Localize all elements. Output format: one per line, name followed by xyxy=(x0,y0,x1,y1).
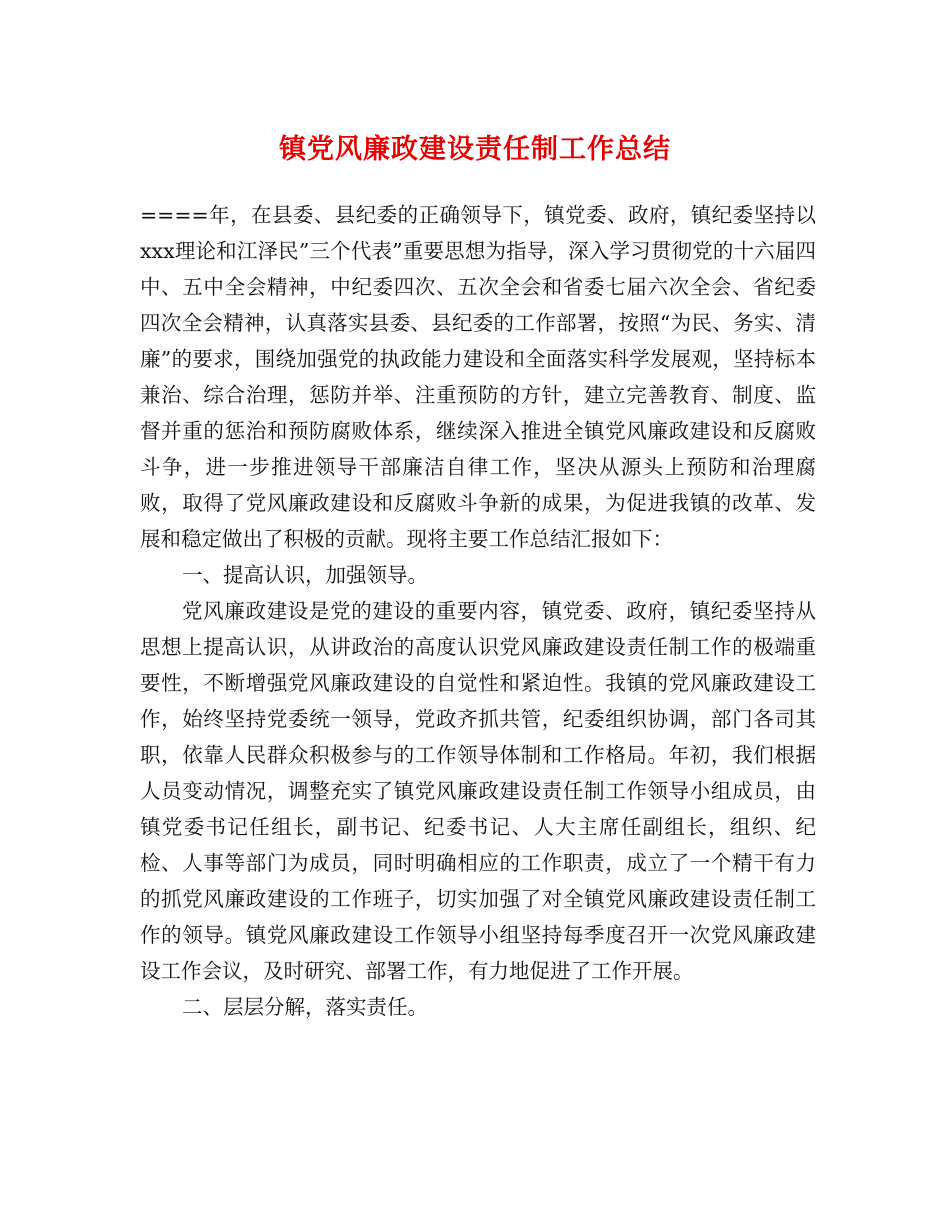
section-heading-1: 一、提高认识，加强领导。 xyxy=(182,563,428,587)
section-1-paragraph: 党风廉政建设是党的建设的重要内容，镇党委、政府，镇纪委坚持从思想上提高认识，从讲政治的高度认识党风廉政建设责任制工作的极端重要性，不断增强党风廉政建设的自觉性和紧迫性。我镇的党风廉政建设工作，始终坚持党委统一领导，党政齐抓共管，纪委组织协调，部门各司其职，依靠人民群众积极参与的工作领导体制和工作格局。年初，我们根据人员变动情况，调整充实了镇党风廉政建设责任制工作领导小组成员，由镇党委书记任组长，副书记、纪委书记、人大主席任副组长，组织、纪检、人事等部门为成员，同时明确相应的工作职责，成立了一个精干有力的抓党风廉政建设的工作班子，切实加强了对全镇党风廉政建设责任制工作的领导。镇党风廉政建设工作领导小组坚持每季度召开一次党风廉政建设工作会议，及时研究、部署工作，有力地促进了工作开展。 xyxy=(140,599,816,983)
document-body xyxy=(140,197,816,1025)
intro-paragraph: ====年，在县委、县纪委的正确领导下，镇党委、政府，镇纪委坚持以xxx理论和江泽民”三个代表”重要思想为指导，深入学习贯彻党的十六届四中、五中全会精神，中纪委四次、五次全会和省委七届六次全会、省纪委四次全会精神，认真落实县委、县纪委的工作部署，按照“为民、务实、清廉”的要求，围绕加强党的执政能力建设和全面落实科学发展观，坚持标本兼治、综合治理，惩防并举、注重预防的方针，建立完善教育、制度、监督并重的惩治和预防腐败体系，继续深入推进全镇党风廉政建设和反腐败斗争，进一步推进领导干部廉洁自律工作，坚决从源头上预防和治理腐败，取得了党风廉政建设和反腐败斗争新的成果，为促进我镇的改革、发展和稳定做出了积极的贡献。现将主要工作总结汇报如下： xyxy=(140,203,816,551)
document-title: 镇党风廉政建设责任制工作总结 xyxy=(279,134,671,165)
section-heading-2: 二、层层分解，落实责任。 xyxy=(182,995,428,1019)
